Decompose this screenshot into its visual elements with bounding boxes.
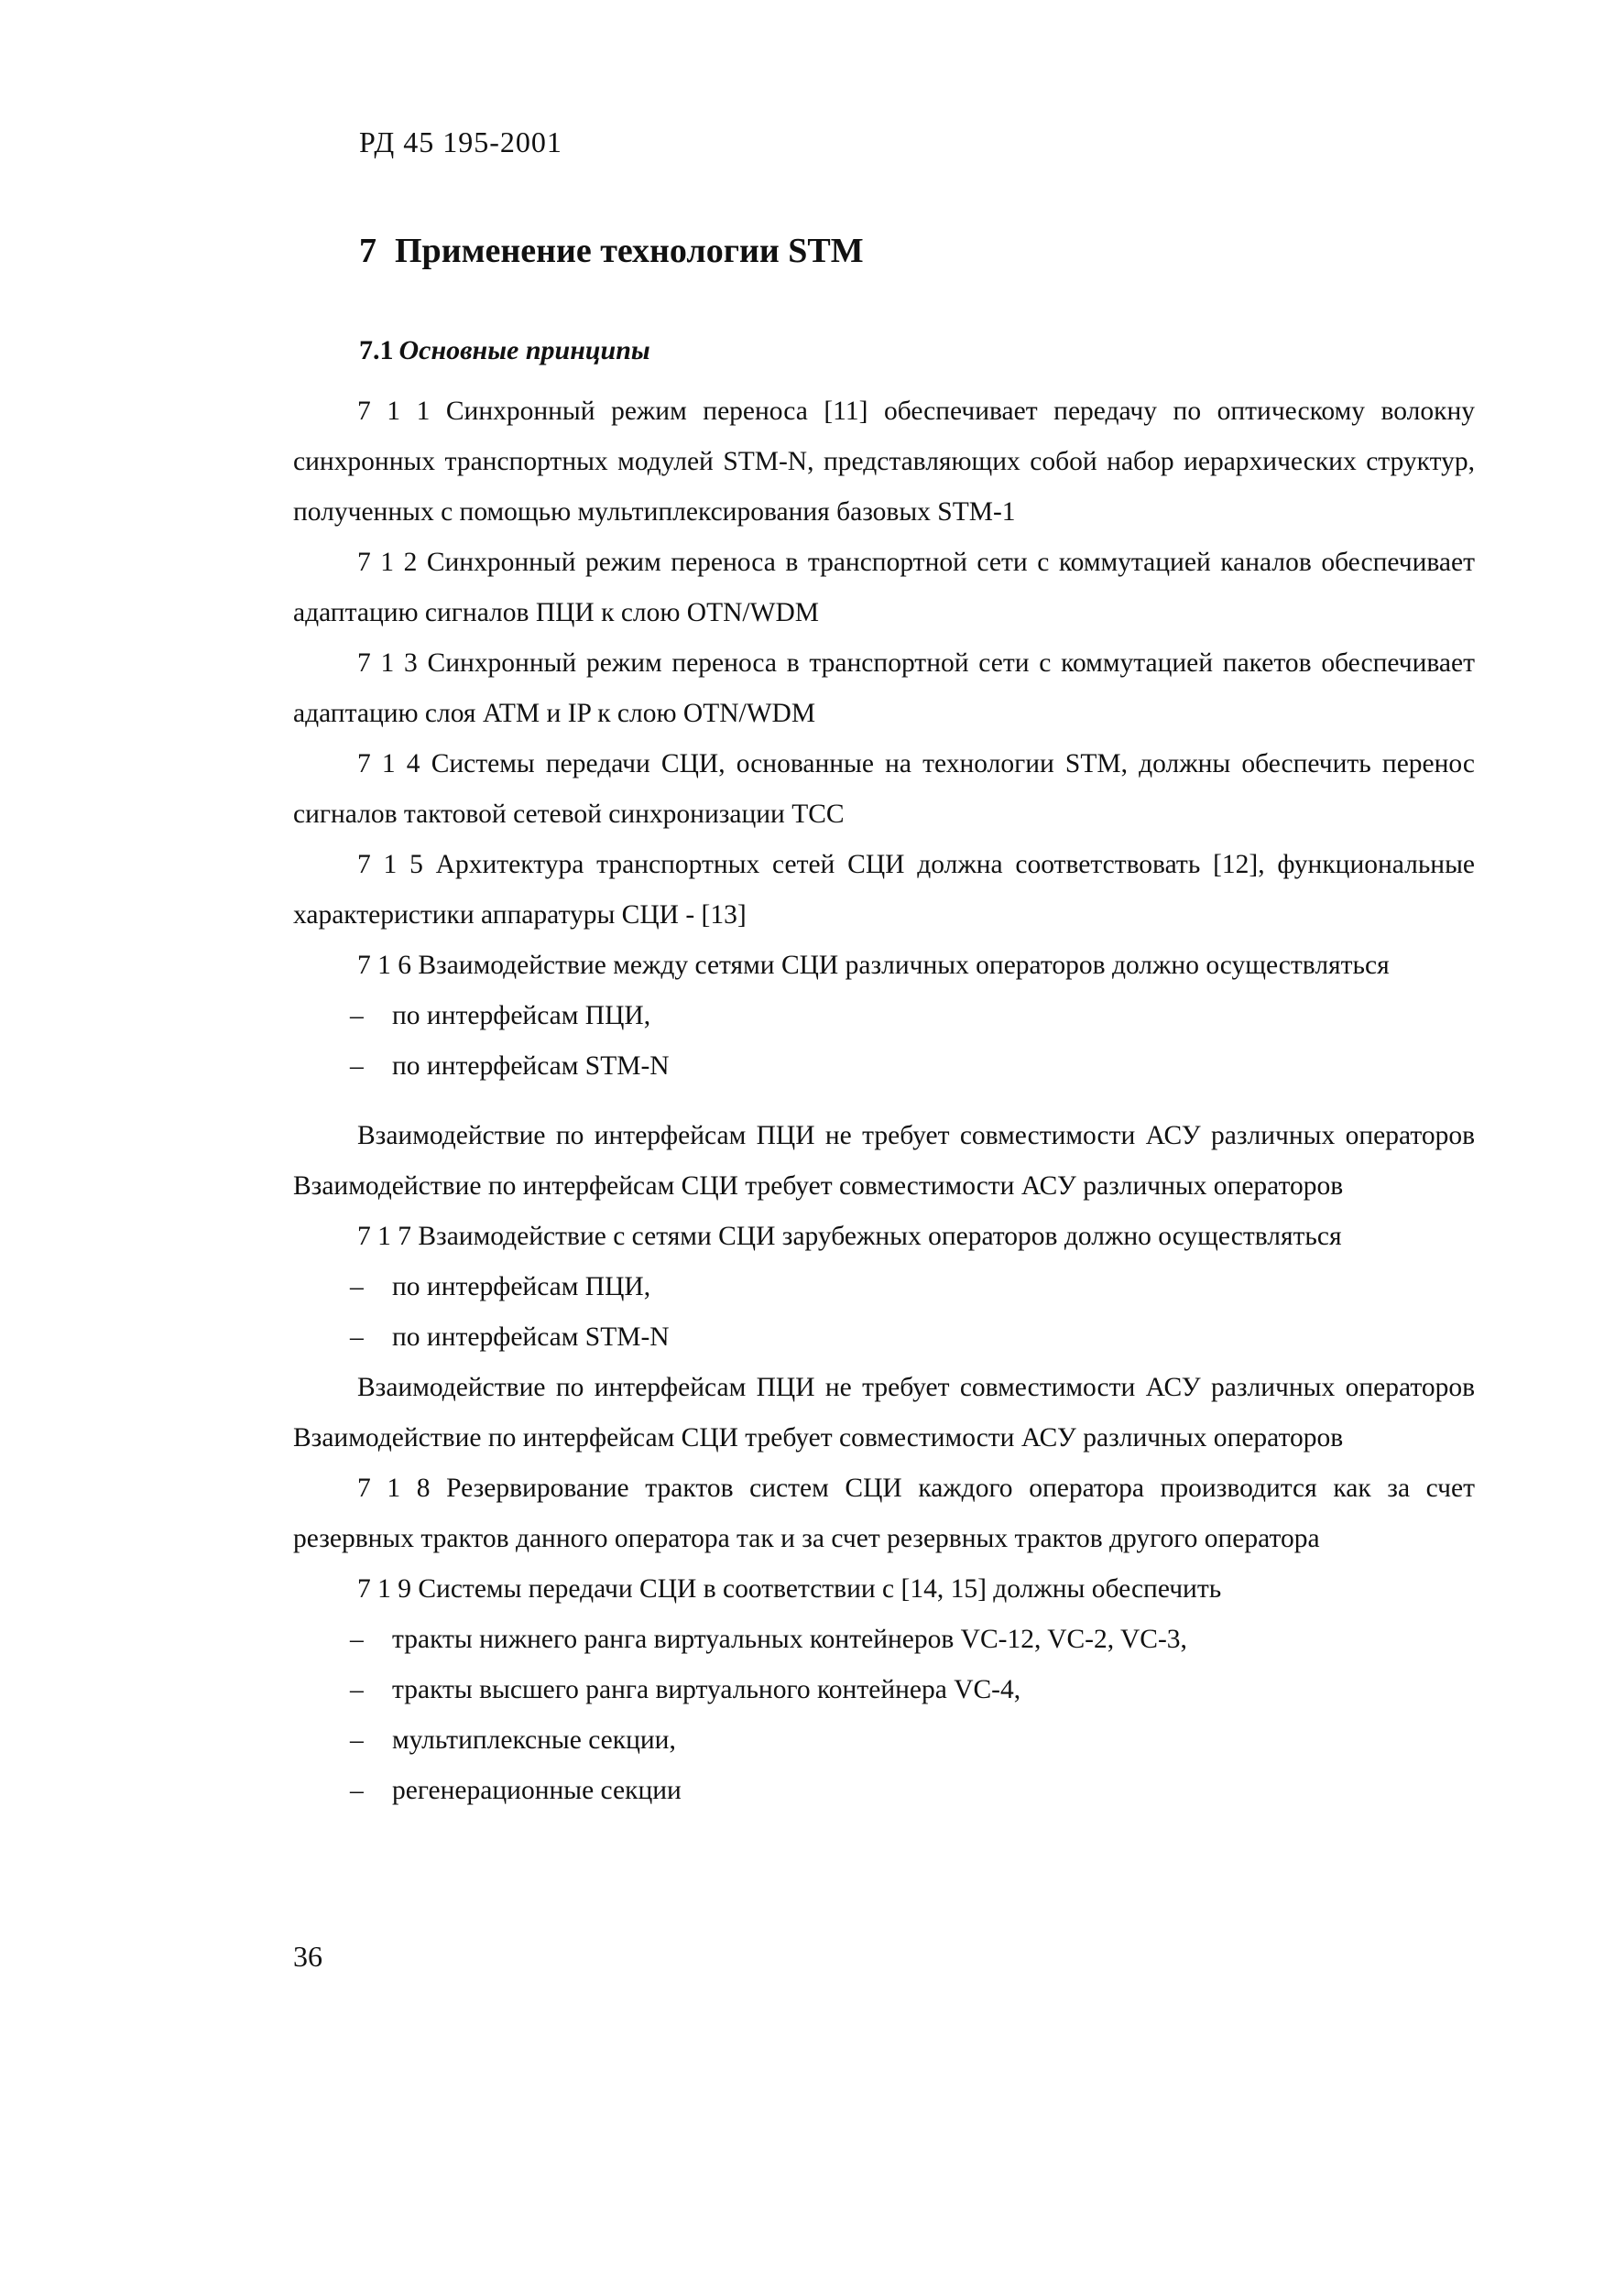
list-7-1-9 bbox=[293, 1615, 1475, 1816]
list-item: – регенерационные секции bbox=[293, 1766, 1475, 1816]
document-body bbox=[293, 386, 1475, 1816]
list-item: – по интерфейсам STM-N bbox=[293, 1312, 1475, 1363]
dash-marker: – bbox=[350, 1322, 364, 1352]
dash-marker: – bbox=[350, 1776, 364, 1805]
dash-marker: – bbox=[350, 1001, 364, 1030]
dash-marker: – bbox=[350, 1675, 364, 1704]
list-7-1-6 bbox=[293, 991, 1475, 1092]
page-number: 36 bbox=[293, 1940, 322, 1973]
list-item: – по интерфейсам ПЦИ, bbox=[293, 1262, 1475, 1312]
paragraph-7-1-2: 7 1 2 Синхронный режим переноса в транспортной сети с коммутацией каналов обеспечивает адаптацию сигналов ПЦИ к слою OTN/WDM bbox=[293, 548, 1475, 627]
subsection-heading bbox=[359, 335, 650, 366]
paragraph-7-1-7-note: Взаимодействие по интерфейсам ПЦИ не требует совместимости АСУ различных операторов Взаимодействие по интерфейсам СЦИ требует совместимости АСУ различных операторов bbox=[293, 1373, 1475, 1453]
dash-marker: – bbox=[350, 1051, 364, 1081]
list-item: – по интерфейсам STM-N bbox=[293, 1041, 1475, 1092]
list-item: – по интерфейсам ПЦИ, bbox=[293, 991, 1475, 1041]
paragraph-7-1-5: 7 1 5 Архитектура транспортных сетей СЦИ должна соответствовать [12], функциональные характеристики аппаратуры СЦИ - [13] bbox=[293, 850, 1475, 930]
document-code: РД 45 195-2001 bbox=[359, 125, 562, 158]
section-title-text: Применение технологии STM bbox=[395, 232, 864, 270]
dash-marker: – bbox=[350, 1272, 364, 1301]
subsection-number: 7.1 bbox=[359, 335, 394, 365]
paragraph-7-1-3: 7 1 3 Синхронный режим переноса в транспортной сети с коммутацией пакетов обеспечивает адаптацию слоя ATM и IP к слою OTN/WDM bbox=[293, 648, 1475, 728]
paragraph-7-1-9: 7 1 9 Системы передачи СЦИ в соответствии с [14, 15] должны обеспечить bbox=[357, 1574, 1222, 1604]
section-number: 7 bbox=[359, 232, 376, 270]
paragraph-7-1-7: 7 1 7 Взаимодействие с сетями СЦИ зарубежных операторов должно осуществляться bbox=[357, 1222, 1342, 1251]
section-heading bbox=[359, 231, 864, 271]
list-item: – мультиплексные секции, bbox=[293, 1715, 1475, 1766]
dash-marker: – bbox=[350, 1725, 364, 1755]
list-item: – тракты нижнего ранга виртуальных контейнеров VC-12, VC-2, VC-3, bbox=[293, 1615, 1475, 1665]
list-7-1-7 bbox=[293, 1262, 1475, 1363]
list-item: – тракты высшего ранга виртуального контейнера VC-4, bbox=[293, 1665, 1475, 1715]
paragraph-7-1-8: 7 1 8 Резервирование трактов систем СЦИ каждого оператора производится как за счет резервных трактов данного оператора так и за счет резервных трактов другого оператора bbox=[293, 1474, 1475, 1553]
subsection-title-text: Основные принципы bbox=[398, 335, 650, 365]
paragraph-7-1-6: 7 1 6 Взаимодействие между сетями СЦИ различных операторов должно осуществляться bbox=[357, 951, 1390, 980]
paragraph-7-1-6-note: Взаимодействие по интерфейсам ПЦИ не требует совместимости АСУ различных операторов Взаимодействие по интерфейсам СЦИ требует совместимости АСУ различных операторов bbox=[293, 1121, 1475, 1201]
dash-marker: – bbox=[350, 1625, 364, 1654]
paragraph-7-1-4: 7 1 4 Системы передачи СЦИ, основанные на технологии STM, должны обеспечить перенос сигналов тактовой сетевой синхронизации ТСС bbox=[293, 749, 1475, 829]
paragraph-7-1-1: 7 1 1 Синхронный режим переноса [11] обеспечивает передачу по оптическому волокну синхронных транспортных модулей STM-N, представляющих собой набор иерархических структур, полученных с помощью мультиплексирования базовых STM-1 bbox=[293, 397, 1475, 527]
